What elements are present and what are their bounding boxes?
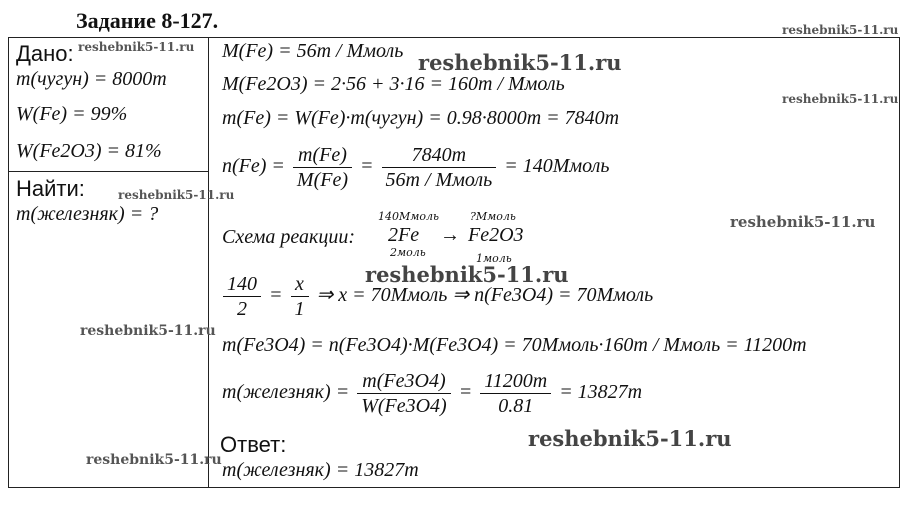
- watermark: reshebnik5-11.ru: [528, 426, 732, 451]
- find-label: Найти:: [16, 176, 85, 201]
- table-divider-horizontal: [8, 171, 209, 172]
- fraction-denominator: 2: [237, 298, 247, 320]
- fraction-denominator: 1: [294, 298, 305, 320]
- mass-ore-fraction-2: [480, 369, 551, 418]
- scheme-label: Схема реакции:: [222, 226, 355, 248]
- fraction-numerator: 7840т: [382, 143, 497, 168]
- watermark: reshebnik5-11.ru: [730, 213, 876, 231]
- watermark: reshebnik5-11.ru: [782, 23, 899, 37]
- mass-ore-result: = 13827т: [559, 381, 643, 404]
- molar-mass-fe2o3: M(Fe2O3) = 2·56 + 3·16 = 160т / Ммоль: [222, 73, 565, 95]
- moles-fe-result: = 140Ммоль: [504, 155, 610, 178]
- scheme-bottom-right: 1моль: [476, 252, 512, 265]
- fraction-numerator: m(Fe): [293, 143, 352, 168]
- given-line-2: W(Fe) = 99%: [16, 103, 128, 125]
- watermark: reshebnik5-11.ru: [80, 323, 216, 339]
- moles-fe-left: n(Fe) =: [222, 155, 285, 178]
- given-label: Дано:: [16, 41, 74, 66]
- table-divider-vertical: [208, 37, 209, 488]
- mass-fe3o4: m(Fe3O4) = n(Fe3O4)·M(Fe3O4) = 70Ммоль·160т / Ммоль = 11200т: [222, 334, 807, 356]
- scheme-top-left: 140Ммоль: [378, 210, 439, 223]
- fraction-denominator: W(Fe3O4): [361, 395, 447, 417]
- moles-fe-fraction-2: [382, 143, 497, 192]
- watermark: reshebnik5-11.ru: [782, 92, 899, 106]
- mass-ore-equation: m(железняк) = $\frac{m(Fe3O4)}{W(Fe3O4)}$ = $\frac{11200т}{0.81}$ = 13827т: [222, 370, 643, 417]
- fraction-denominator: M(Fe): [296, 169, 348, 191]
- watermark: reshebnik5-11.ru: [86, 452, 222, 468]
- scheme-product: Fe2O3: [468, 224, 524, 246]
- find-target: m(железняк) = ?: [16, 203, 159, 225]
- scheme-arrow: →: [440, 224, 460, 246]
- fraction-numerator: 11200т: [480, 369, 551, 394]
- proportion-rest: ⇒ x = 70Ммоль ⇒ n(Fe3O4) = 70Ммоль: [316, 284, 654, 307]
- mass-fe: m(Fe) = W(Fe)·m(чугун) = 0.98·8000т = 7840т: [222, 107, 620, 129]
- scheme-reactant: 2Fe: [388, 224, 420, 246]
- watermark: reshebnik5-11.ru: [365, 262, 569, 287]
- given-line-1: m(чугун) = 8000т: [16, 68, 167, 90]
- mass-ore-fraction-1: [357, 369, 451, 418]
- scheme-bottom-left: 2моль: [390, 246, 426, 259]
- proportion-fraction-2: [291, 272, 309, 321]
- fraction-numerator: 140: [223, 272, 261, 297]
- proportion-equation: $\frac{140}{2}$ = $\frac{x}{1}$ ⇒ x = 70Ммоль ⇒ n(Fe3O4) = 70Ммоль: [220, 272, 653, 321]
- answer-value: m(железняк) = 13827т: [222, 459, 419, 481]
- mass-ore-left: m(железняк) =: [222, 381, 350, 404]
- answer-label: Ответ:: [220, 432, 287, 457]
- scheme-top-right: ?Ммоль: [470, 210, 516, 223]
- watermark: reshebnik5-11.ru: [118, 188, 235, 202]
- moles-fe-equation: n(Fe) = $\frac{m(Fe)}{M(Fe)}$ = $\frac{7840т}{\text{56т / Ммоль}}$ = 140Ммоль: [222, 144, 610, 191]
- fraction-numerator: x: [291, 272, 309, 297]
- fraction-denominator: 0.81: [498, 395, 534, 417]
- molar-mass-fe: M(Fe) = 56т / Ммоль: [222, 40, 404, 62]
- fraction-numerator: m(Fe3O4): [357, 369, 451, 394]
- given-line-3: W(Fe2O3) = 81%: [16, 140, 162, 162]
- watermark: reshebnik5-11.ru: [418, 50, 622, 75]
- fraction-denominator: 56т / Ммоль: [385, 169, 493, 191]
- task-title: Задание 8-127.: [76, 8, 219, 33]
- moles-fe-fraction-1: [293, 143, 352, 192]
- watermark: reshebnik5-11.ru: [78, 40, 195, 54]
- proportion-fraction-1: [223, 272, 261, 321]
